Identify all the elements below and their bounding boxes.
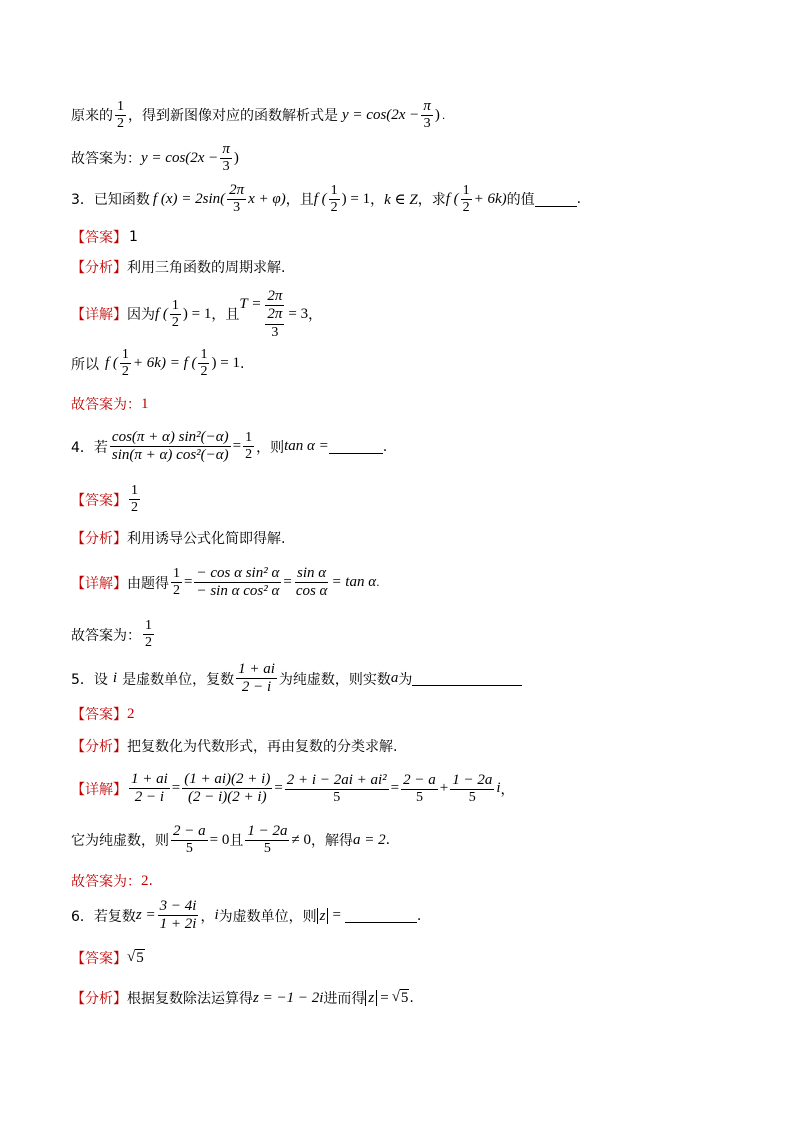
formula: z = −1 − 2i: [253, 989, 324, 1006]
sqrt-five: √ 5: [391, 989, 409, 1006]
text: 5．设: [71, 671, 108, 688]
final-answer-4: [71, 618, 156, 651]
text: 故答案为：: [71, 151, 141, 168]
analysis-3: [71, 257, 285, 277]
fraction-expand: $\frac{(1 + ai)(2 + i)}{(2 - i)(2 + i)}$: [184, 771, 271, 806]
fraction-one-half: $\frac{1}{2}$: [171, 297, 179, 330]
text: ，: [200, 908, 215, 925]
analysis-tag: 【分析】: [71, 531, 127, 547]
line-original-half: [71, 98, 445, 132]
analysis-tag: 【分析】: [71, 991, 127, 1007]
detail-tag: 【详解】: [71, 781, 127, 798]
fraction-real: $\frac{2 - a}{5}$: [403, 771, 436, 805]
formula: =: [390, 780, 400, 797]
text: .: [409, 990, 414, 1006]
text: .: [416, 907, 422, 924]
formula: = 0: [209, 831, 230, 848]
variable-i: i: [214, 907, 219, 924]
final-value: 2: [141, 872, 149, 889]
abs-z: z: [317, 908, 329, 924]
analysis-text: 利用诱导公式化简即得解.: [127, 531, 286, 547]
text: ，解得: [310, 833, 353, 850]
analysis-4: [71, 528, 285, 548]
detail-4: [71, 565, 380, 601]
formula: =: [332, 907, 341, 924]
formula: =: [171, 780, 181, 797]
text: 根据复数除法运算得: [127, 991, 253, 1007]
text: 因为: [127, 307, 155, 324]
answer-blank: [329, 439, 383, 454]
text: 故答案为：: [71, 627, 141, 644]
fraction-trig: $\frac{\text{cos(π + α) sin²(−α)}}{\text{sin(π + α) cos²(−α)}}$: [111, 429, 229, 464]
text: 进而得: [323, 991, 366, 1007]
text: 3．已知函数: [71, 192, 150, 209]
formula-T: T =: [239, 295, 262, 312]
formula: tan α =: [284, 438, 329, 455]
fraction-2pi-3: $\frac{2\pi}{3}$: [229, 182, 245, 216]
fraction-one-half: $\frac{1}{2}$: [173, 566, 180, 599]
answer-5: [71, 704, 135, 724]
formula: =: [274, 780, 283, 797]
text: 6．若复数: [71, 908, 136, 925]
detail-3: [71, 288, 322, 341]
formula: i: [496, 780, 501, 797]
formula: =: [184, 574, 193, 591]
answer-value: 2: [127, 705, 135, 722]
text: ，: [308, 307, 323, 324]
text: 所以: [71, 356, 99, 373]
question-5: [71, 661, 522, 697]
fraction-complex: $\frac{1 + ai}{2 - i}$: [238, 661, 275, 696]
final-value: 1: [141, 395, 149, 412]
formula: x + φ): [248, 190, 286, 207]
detail-tag: 【详解】: [71, 307, 127, 324]
fraction-period: $\frac{2\pi}{\frac{2\pi}{3}}$: [267, 288, 283, 340]
line-answer-2: [71, 141, 239, 175]
fraction-complex: $\frac{3 - 4i}{1 + 2i}$: [159, 898, 197, 933]
formula: a = 2: [352, 831, 386, 848]
formula-close: ): [434, 106, 440, 123]
variable-a: a: [390, 670, 399, 687]
text: 为: [398, 671, 413, 688]
question-3: [71, 182, 581, 216]
analysis-text: 把复数化为代数形式，再由复数的分类求解.: [127, 739, 398, 755]
fraction-imag: $\frac{1 - 2a}{5}$: [247, 823, 288, 857]
text: ，求: [417, 192, 446, 209]
analysis-6: [71, 988, 414, 1008]
formula: + 6k): [473, 190, 507, 207]
text: .: [148, 873, 153, 889]
text: ，且: [285, 192, 314, 209]
fraction-one-half: $\frac{1}{2}$: [117, 98, 124, 131]
formula: = 3: [288, 305, 309, 322]
detail-5b: [71, 823, 390, 857]
analysis-tag: 【分析】: [71, 739, 127, 755]
fraction-imag: $\frac{1 - 2a}{5}$: [452, 771, 493, 805]
answer-3: [71, 227, 138, 247]
fraction-pi-three: $\frac{\pi}{3}$: [423, 98, 431, 132]
text: 的值: [506, 192, 535, 209]
formula: f (: [105, 355, 118, 372]
fraction-one-half: $\frac{1}{2}$: [462, 182, 470, 215]
analysis-text: 利用三角函数的周期求解.: [127, 260, 286, 276]
text: 为虚数单位，则: [218, 908, 317, 925]
text: .: [576, 191, 582, 208]
text: ，则: [256, 439, 285, 456]
text: 且: [229, 833, 244, 850]
fraction-one-half: $\frac{1}{2}$: [330, 182, 338, 215]
formula: ) = 1: [182, 305, 212, 322]
variable-i: i: [112, 670, 118, 687]
detail-tag: 【详解】: [71, 575, 127, 592]
formula: y = cos(2x −: [141, 149, 219, 166]
text: ，且: [211, 307, 240, 324]
answer-6: [71, 948, 145, 968]
text: 原来的: [71, 108, 113, 125]
formula: f (: [313, 190, 327, 207]
answer-4: [71, 483, 142, 516]
text: ，得到新图像对应的函数解析式是: [128, 108, 338, 125]
abs-z: z: [365, 990, 377, 1006]
text: ，: [500, 781, 515, 798]
answer-blank: [535, 192, 577, 207]
final-answer-5: [71, 871, 153, 891]
formula: =: [380, 989, 389, 1006]
analysis-5: [71, 736, 397, 756]
text: .: [239, 355, 245, 372]
formula: k ∈ Z: [384, 191, 418, 208]
period: .: [441, 108, 446, 122]
formula: =: [232, 438, 242, 455]
formula: ) = 1: [341, 190, 371, 207]
answer-blank: [412, 671, 522, 686]
answer-tag: 【答案】: [71, 492, 127, 509]
formula: =: [283, 574, 292, 591]
fraction-one-half: $\frac{1}{2}$: [121, 347, 129, 380]
formula: f (x) = 2sin(: [152, 190, 226, 207]
answer-tag: 【答案】: [71, 951, 127, 967]
formula: + 6k) = f (: [132, 355, 197, 372]
answer-value: 1: [129, 229, 138, 245]
formula: y = cos(2x −: [342, 106, 420, 123]
text: 故答案为：: [71, 397, 141, 413]
formula: ≠ 0: [291, 831, 311, 848]
formula: z =: [135, 907, 156, 924]
question-6: [71, 898, 421, 934]
text: 4．若: [71, 439, 108, 456]
formula-close: ): [233, 149, 239, 166]
formula: ) = 1: [211, 355, 240, 372]
fraction-pi-three: $\frac{\pi}{3}$: [222, 141, 230, 175]
text: ，: [370, 192, 385, 209]
fraction-one-half: $\frac{1}{2}$: [200, 347, 208, 380]
fraction-complex: $\frac{1 + ai}{2 - i}$: [131, 771, 168, 806]
answer-tag: 【答案】: [71, 707, 127, 723]
fraction-tan: $\frac{\text{sin α}}{\text{cos α}}$: [295, 565, 328, 600]
answer-tag: 【答案】: [71, 230, 127, 246]
text: .: [382, 438, 388, 455]
text: 它为纯虚数，则: [71, 833, 169, 850]
fraction-real: $\frac{2 - a}{5}$: [173, 823, 206, 857]
fraction-simplify: $\frac{\text{2 + i − 2ai + ai²}}{5}$: [286, 771, 387, 805]
fraction-one-half: $\frac{1}{2}$: [145, 618, 152, 651]
question-4: [71, 429, 387, 465]
formula: = tan α: [331, 574, 377, 591]
final-answer-3: [71, 394, 149, 414]
formula: +: [439, 780, 449, 797]
detail-3b: [71, 347, 244, 380]
formula: f (: [155, 305, 168, 322]
detail-5: [71, 771, 515, 807]
fraction-one-half: $\frac{1}{2}$: [131, 483, 138, 516]
fraction-one-half: $\frac{1}{2}$: [245, 430, 253, 463]
formula: f (: [445, 190, 459, 207]
text: 为纯虚数，则实数: [278, 671, 391, 688]
sqrt-five: √ 5: [127, 949, 144, 966]
text: 是虚数单位，复数: [122, 671, 235, 688]
text: 由题得: [127, 575, 169, 592]
answer-blank: [345, 908, 417, 923]
text: 故答案为：: [71, 874, 141, 890]
fraction-trig: $\frac{\text{− cos α sin² α}}{\text{− sin α cos² α}}$: [196, 565, 280, 600]
text: .: [376, 576, 380, 590]
text: .: [385, 832, 391, 849]
analysis-tag: 【分析】: [71, 260, 127, 276]
